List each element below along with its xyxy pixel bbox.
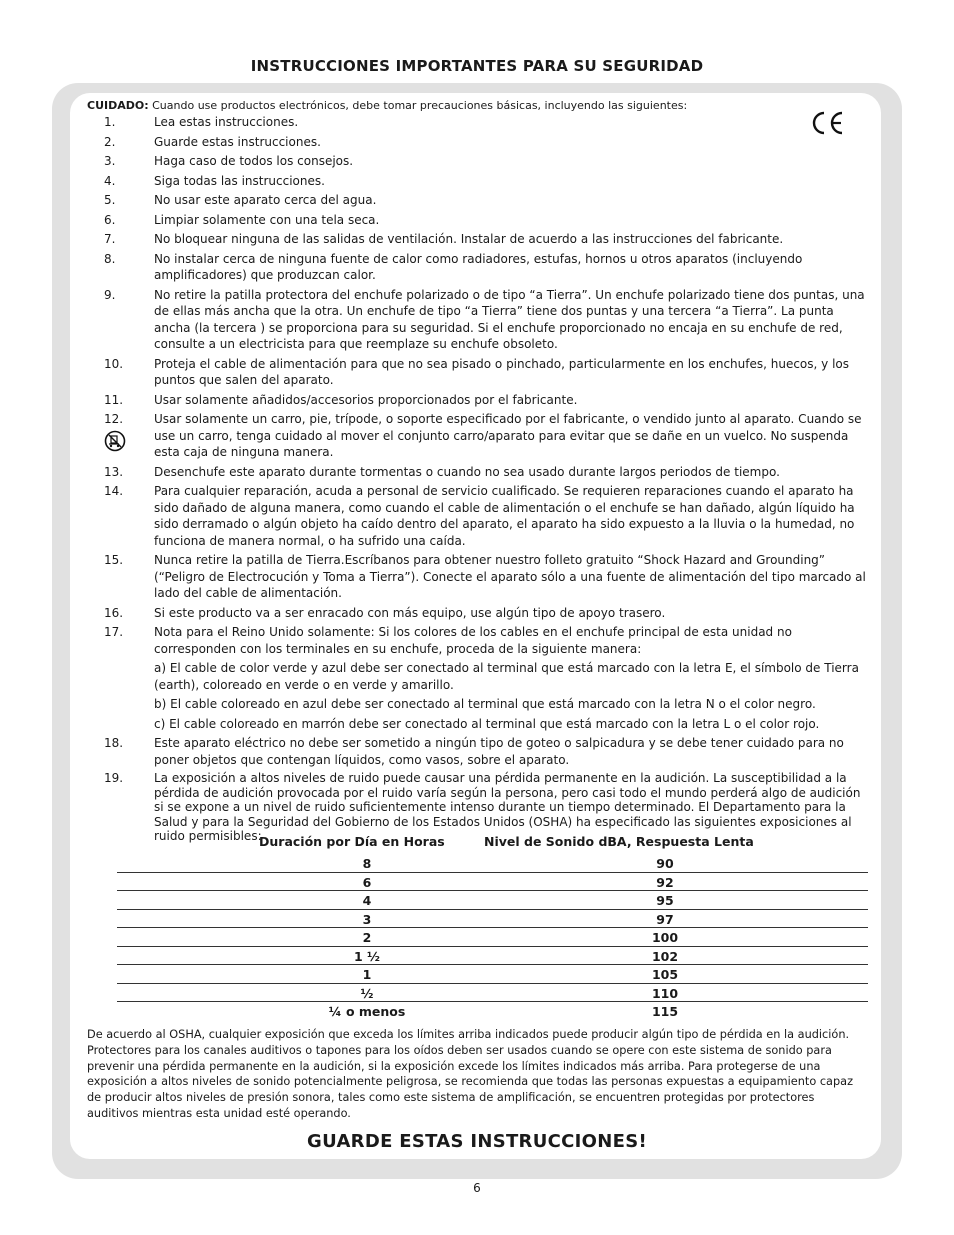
page-heading: INSTRUCCIONES IMPORTANTES PARA SU SEGURIDAD	[250, 57, 704, 75]
list-item: 4. Siga todas las instrucciones.	[104, 173, 325, 188]
list-item: 15. Nunca retire la patilla de Tierra.Escríbanos para obtener nuestro folleto gratuito “Shock Hazard and Grounding” (“Peligro de Electrocución y Toma a Tierra”). Conecte el aparato sólo a una fuente de alimentación del tipo marcado al lado del cable de alimentación.	[104, 553, 866, 600]
table-row: 3 97	[117, 910, 868, 929]
page-number: 6	[473, 1181, 481, 1195]
uk-wiring-sub-b: b) El cable coloreado en azul debe ser conectado al terminal que está marcado con la letra N o el color negro.	[154, 697, 816, 711]
uk-wiring-sub-a: a) El cable de color verde y azul debe ser conectado al terminal que está marcado con la letra E, el símbolo de Tierra (earth), coloreado en verde o en verde y amarillo.	[154, 661, 859, 692]
list-item: 13. Desenchufe este aparato durante tormentas o cuando no sea usado durante largos periodos de tiempo.	[104, 464, 780, 479]
table-row: ¼ o menos 115	[328, 1004, 679, 1019]
caution-text: Cuando use productos electrónicos, debe tomar precauciones básicas, incluyendo las siguientes:	[148, 99, 688, 112]
noise-exposure-table	[117, 832, 868, 1020]
table-row: 1 105	[117, 965, 868, 984]
list-item: 5. No usar este aparato cerca del agua.	[104, 193, 377, 207]
list-item: 7. No bloquear ninguna de las salidas de ventilación. Instalar de acuerdo a las instrucciones del fabricante.	[104, 232, 784, 246]
uk-wiring-sub-c: c) El cable coloreado en marrón debe ser conectado al terminal que está marcado con la letra L o el color rojo.	[154, 716, 820, 731]
list-item: 18. Este aparato eléctrico no debe ser sometido a ningún tipo de goteo o salpicadura y se debe tener cuidado para no poner objetos que contengan líquidos, como vasos, sobre el aparato.	[104, 736, 844, 767]
list-item: 10. Proteja el cable de alimentación para que no sea pisado o pinchado, particularmente en los enchufes, huecos, y los puntos que salen del aparato.	[104, 356, 849, 387]
closing-heading: GUARDE ESTAS INSTRUCCIONES!	[307, 1131, 647, 1152]
column-header-hours: Duración por Día en Horas	[259, 834, 445, 849]
column-header-dba: Nivel de Sonido dBA, Respuesta Lenta	[484, 834, 754, 849]
caution-label: CUIDADO:	[87, 99, 149, 112]
list-item: 11. Usar solamente añadidos/accesorios proporcionados por el fabricante.	[104, 392, 578, 407]
table-row: 1 ½ 102	[117, 947, 868, 966]
cart-tip-over-warning-icon	[104, 430, 126, 452]
list-item: 19. La exposición a altos niveles de ruido puede causar una pérdida permanente en la audición. La susceptibilidad a la pérdida de audición provocada por el ruido varía según la persona, pero casi todo el mundo perderá algo de audición si se expone a un nivel de ruido suficientemente intenso durante un tiempo determinado. El Departamento para la Salud y para la Seguridad del Gobierno de los Estados Unidos (OSHA) ha especificado las siguientes exposiciones al ruido permisibles:	[104, 771, 861, 843]
list-item: 9. No retire la patilla protectora del enchufe polarizado o de tipo “a Tierra”. Un enchufe polarizado tiene dos puntas, una de ellas más ancha que la otra. Un enchufe de tipo “a Tierra” tiene dos puntas y una tercera “a Tierra”. La punta ancha (la tercera ) se proporciona para su seguridad. Si el enchufe proporcionado no encaja en su enchufe de red, consulte a un electricista para que reemplaze su enchufe obsoleto.	[104, 287, 865, 351]
list-item: 1. Lea estas instrucciones.	[104, 115, 299, 129]
list-item: 2. Guarde estas instrucciones.	[104, 134, 321, 149]
table-row: 6 92	[117, 873, 868, 892]
caution-note	[87, 98, 877, 113]
list-item: 3. Haga caso de todos los consejos.	[104, 154, 354, 168]
table-row: 4 95	[117, 891, 868, 910]
safety-instructions-list	[90, 114, 870, 847]
table-row: ½ 110	[117, 984, 868, 1003]
table-header	[117, 832, 868, 854]
osha-paragraph: De acuerdo al OSHA, cualquier exposición que exceda los límites arriba indicados puede producir algún tipo de pérdida en la audición. Protectores para los canales auditivos o tapones para los oídos deben ser usados cuando se opere con este sistema de sonido para prevenir una pérdida permanente en la audición, si la exposición excede los límites indicados más arriba. Para protegerse de una exposición a altos niveles de sonido potencialmente peligrosa, se recomienda que todas las personas expuestas a equipamiento capaz de producir altos niveles de presión sonora, tales como este sistema de amplificación, se encuentren protegidas por protectores auditivos mientras esta unidad esté operando.	[87, 1028, 853, 1120]
list-item: 17. Nota para el Reino Unido solamente: Si los colores de los cables en el enchufe principal de esta unidad no corresponden con los terminales en su enchufe, proceda de la siguiente manera: a) El cable de color verde y azul debe ser conectado al terminal que está marcado con la letra E, el símbolo de Tierra (earth), coloreado en verde o en verde y amarillo. b) El cable coloreado en azul debe ser conectado al terminal que está marcado con la letra N o el color negro. c) El cable coloreado en marrón debe ser conectado al terminal que está marcado con la letra L o el color rojo.	[90, 624, 870, 732]
list-item: 6. Limpiar solamente con una tela seca.	[104, 212, 380, 227]
list-item: 16. Si este producto va a ser enracado con más equipo, use algún tipo de apoyo trasero.	[104, 605, 666, 620]
list-item: 14. Para cualquier reparación, acuda a personal de servicio cualificado. Se requieren reparaciones cuando el aparato ha sido dañado de alguna manera, como cuando el cable de alimentación o el enchufe se han dañado, algún líquido ha sido derramado o algún objeto ha caído dentro del aparato, el aparato ha sido expuesto a la lluvia o la humedad, no funciona de manera normal, o ha sufrido una caída.	[104, 484, 855, 548]
table-row: 8 90	[117, 854, 868, 873]
table-row: 2 100	[117, 928, 868, 947]
list-item: 12. Usar solamente un carro, pie, trípode, o soporte especificado por el fabricante, o vendido junto al aparato. Cuando se use un carro, tenga cuidado al mover el conjunto carro/aparato para evitar que se dañe en un vuelco. No suspenda esta caja de ninguna manera.	[104, 412, 862, 459]
list-item: 8. No instalar cerca de ninguna fuente de calor como radiadores, estufas, hornos u otros aparatos (incluyendo amplificadores) que produzcan calor.	[104, 251, 803, 282]
